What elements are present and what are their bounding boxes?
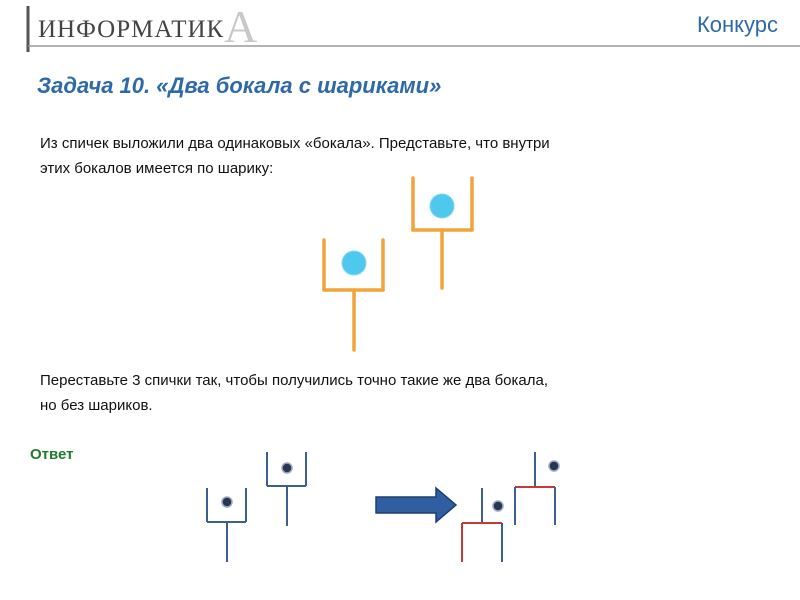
answer-button[interactable]: Ответ: [30, 446, 74, 463]
answer-before-glass-right: [267, 452, 306, 526]
ball-icon: [430, 194, 454, 218]
logo-big-letter: А: [224, 1, 258, 52]
ball-icon: [549, 461, 559, 471]
answer-before-glass-left: [207, 488, 246, 562]
ball-icon: [222, 497, 232, 507]
glass-left: [324, 240, 383, 350]
task-title: Задача 10. «Два бокала с шариками»: [37, 73, 442, 98]
task-instruction-line-1: Переставьте 3 спички так, чтобы получились точно такие же два бокала,: [40, 372, 549, 389]
ball-icon: [282, 463, 292, 473]
glass-right: [413, 178, 472, 288]
answer-after-glass-left: [462, 488, 502, 562]
right-arrow-icon: [376, 488, 456, 522]
task-intro-line-1: Из спичек выложили два одинаковых «бокала». Представьте, что внутри: [40, 135, 550, 152]
task-intro-line-2: этих бокалов имеется по шарику:: [40, 160, 274, 177]
task-instruction: [40, 368, 760, 418]
ball-icon: [342, 251, 366, 275]
logo-text: ИНФОРМАТИК: [38, 16, 225, 43]
header: [0, 0, 800, 60]
task-intro: [40, 131, 760, 181]
answer-after-glass-right: [515, 452, 555, 525]
ball-icon: [493, 501, 503, 511]
task-instruction-line-2: но без шариков.: [40, 397, 153, 414]
section-title: Конкурс: [696, 12, 778, 37]
